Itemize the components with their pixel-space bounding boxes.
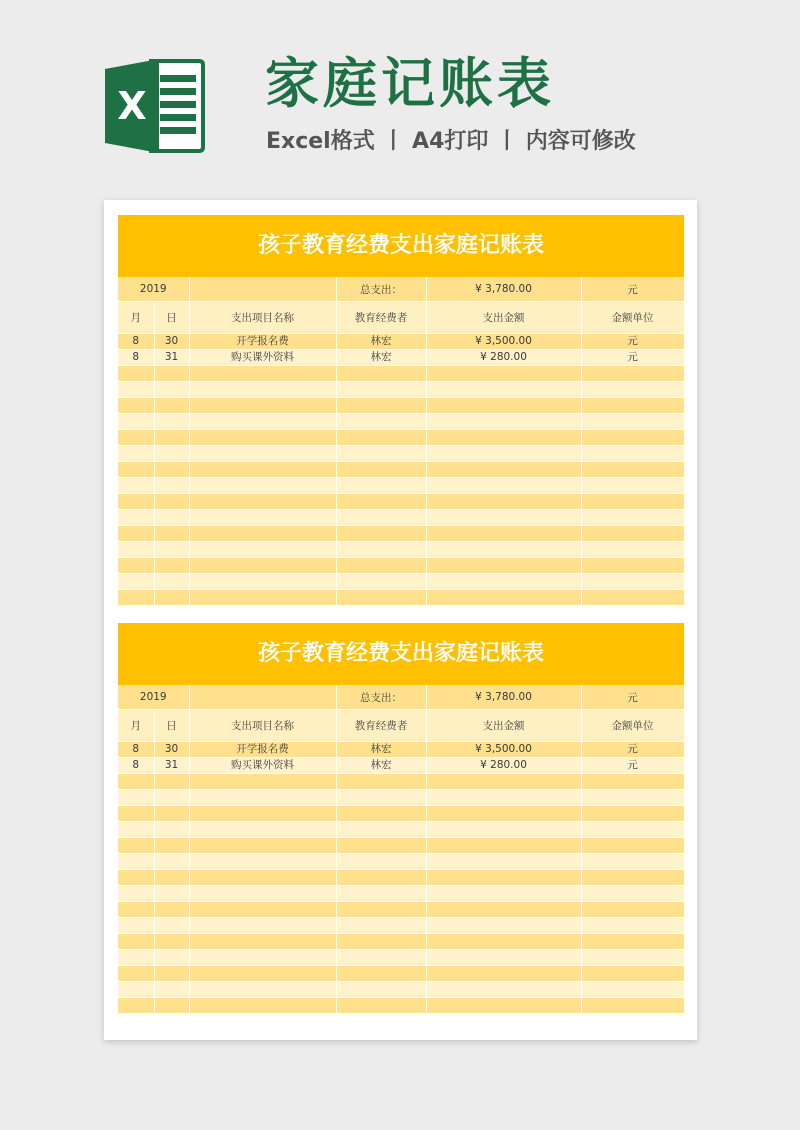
empty-table-row — [118, 574, 684, 590]
empty-cell[interactable] — [154, 430, 189, 446]
empty-table-row — [118, 542, 684, 558]
empty-cell[interactable] — [189, 998, 336, 1014]
empty-cell[interactable] — [189, 430, 336, 446]
empty-table-row — [118, 446, 684, 462]
column-header[interactable]: 日 — [154, 302, 189, 334]
empty-cell[interactable] — [154, 478, 189, 494]
empty-cell[interactable] — [581, 854, 684, 870]
empty-cell[interactable] — [118, 854, 154, 870]
empty-cell[interactable] — [154, 918, 189, 934]
empty-cell[interactable] — [189, 574, 336, 590]
empty-cell[interactable] — [189, 446, 336, 462]
empty-table-row — [118, 982, 684, 998]
empty-cell[interactable] — [189, 366, 336, 382]
empty-cell[interactable] — [581, 430, 684, 446]
empty-cell[interactable] — [118, 918, 154, 934]
empty-cell[interactable] — [336, 574, 426, 590]
empty-cell[interactable] — [581, 366, 684, 382]
empty-cell[interactable] — [189, 414, 336, 430]
item-cell[interactable]: 开学报名费 — [189, 334, 336, 350]
empty-cell[interactable] — [336, 494, 426, 510]
empty-cell[interactable] — [118, 510, 154, 526]
empty-cell[interactable] — [426, 934, 581, 950]
empty-cell[interactable] — [336, 446, 426, 462]
empty-cell[interactable] — [154, 886, 189, 902]
empty-cell[interactable] — [118, 494, 154, 510]
empty-cell[interactable] — [118, 590, 154, 606]
empty-cell[interactable] — [189, 854, 336, 870]
empty-table-row — [118, 838, 684, 854]
empty-table-row — [118, 854, 684, 870]
empty-cell[interactable] — [189, 982, 336, 998]
empty-cell[interactable] — [154, 854, 189, 870]
empty-cell[interactable] — [581, 462, 684, 478]
empty-cell[interactable] — [118, 982, 154, 998]
empty-cell[interactable] — [336, 430, 426, 446]
empty-cell[interactable] — [426, 510, 581, 526]
empty-cell[interactable] — [581, 870, 684, 886]
empty-cell[interactable] — [154, 950, 189, 966]
empty-cell[interactable] — [118, 542, 154, 558]
total-value[interactable]: ¥ 3,780.00 — [426, 685, 581, 710]
empty-table-row — [118, 478, 684, 494]
empty-table-row — [118, 526, 684, 542]
empty-cell[interactable] — [118, 838, 154, 854]
empty-cell[interactable] — [118, 558, 154, 574]
empty-cell[interactable] — [426, 902, 581, 918]
empty-cell[interactable] — [426, 462, 581, 478]
sheet-title: 孩子教育经费支出家庭记账表 — [118, 623, 684, 685]
column-header[interactable]: 教育经费者 — [336, 302, 426, 334]
empty-table-row — [118, 366, 684, 382]
empty-cell[interactable] — [426, 558, 581, 574]
empty-table-row — [118, 886, 684, 902]
empty-cell[interactable] — [189, 918, 336, 934]
empty-cell[interactable] — [154, 382, 189, 398]
empty-cell[interactable] — [581, 494, 684, 510]
empty-cell[interactable] — [189, 934, 336, 950]
amount-cell[interactable]: ¥ 280.00 — [426, 350, 581, 366]
empty-cell[interactable] — [426, 998, 581, 1014]
empty-cell[interactable] — [189, 822, 336, 838]
empty-cell[interactable] — [581, 446, 684, 462]
column-header[interactable]: 支出金额 — [426, 710, 581, 742]
person-cell[interactable]: 林宏 — [336, 742, 426, 758]
empty-cell[interactable] — [154, 774, 189, 790]
empty-cell[interactable] — [118, 902, 154, 918]
empty-cell[interactable] — [336, 478, 426, 494]
empty-cell[interactable] — [581, 790, 684, 806]
empty-cell[interactable] — [154, 870, 189, 886]
empty-cell[interactable] — [154, 366, 189, 382]
unit-cell[interactable]: 元 — [581, 350, 684, 366]
month-cell[interactable]: 8 — [118, 334, 154, 350]
sheet-title: 孩子教育经费支出家庭记账表 — [118, 215, 684, 277]
empty-cell[interactable] — [336, 886, 426, 902]
day-cell[interactable]: 30 — [154, 334, 189, 350]
day-cell[interactable]: 31 — [154, 758, 189, 774]
ledger-sheet-1 — [118, 215, 684, 606]
empty-cell[interactable] — [336, 934, 426, 950]
day-cell[interactable]: 30 — [154, 742, 189, 758]
month-cell[interactable]: 8 — [118, 742, 154, 758]
empty-cell[interactable] — [426, 494, 581, 510]
empty-cell[interactable] — [154, 998, 189, 1014]
empty-cell[interactable] — [189, 590, 336, 606]
amount-cell[interactable]: ¥ 3,500.00 — [426, 334, 581, 350]
table-row — [118, 334, 684, 350]
empty-cell[interactable] — [581, 982, 684, 998]
empty-cell[interactable] — [189, 526, 336, 542]
day-cell[interactable]: 31 — [154, 350, 189, 366]
empty-cell[interactable] — [118, 998, 154, 1014]
empty-table-row — [118, 382, 684, 398]
empty-table-row — [118, 590, 684, 606]
empty-cell[interactable] — [336, 414, 426, 430]
empty-cell[interactable] — [581, 886, 684, 902]
empty-cell[interactable] — [581, 966, 684, 982]
empty-cell[interactable] — [154, 574, 189, 590]
empty-cell[interactable] — [426, 446, 581, 462]
item-cell[interactable]: 购买课外资料 — [189, 350, 336, 366]
month-cell[interactable]: 8 — [118, 758, 154, 774]
empty-cell[interactable] — [426, 478, 581, 494]
empty-table-row — [118, 870, 684, 886]
empty-table-row — [118, 790, 684, 806]
empty-table-row — [118, 430, 684, 446]
empty-table-row — [118, 934, 684, 950]
empty-cell[interactable] — [581, 574, 684, 590]
logo-letter: X — [117, 84, 147, 128]
empty-table-row — [118, 998, 684, 1014]
empty-cell[interactable] — [581, 806, 684, 822]
empty-table-row — [118, 494, 684, 510]
empty-cell[interactable] — [336, 966, 426, 982]
empty-cell[interactable] — [118, 414, 154, 430]
column-header[interactable]: 月 — [118, 302, 154, 334]
empty-cell[interactable] — [581, 590, 684, 606]
empty-table-row — [118, 806, 684, 822]
empty-cell[interactable] — [581, 822, 684, 838]
empty-cell[interactable] — [154, 398, 189, 414]
empty-table-row — [118, 902, 684, 918]
empty-cell[interactable] — [426, 982, 581, 998]
table-row — [118, 742, 684, 758]
empty-table-row — [118, 950, 684, 966]
empty-cell[interactable] — [581, 838, 684, 854]
empty-cell[interactable] — [426, 526, 581, 542]
empty-cell[interactable] — [118, 934, 154, 950]
empty-cell[interactable] — [154, 838, 189, 854]
empty-cell[interactable] — [189, 902, 336, 918]
empty-cell[interactable] — [426, 382, 581, 398]
month-cell[interactable]: 8 — [118, 350, 154, 366]
empty-cell[interactable] — [154, 934, 189, 950]
empty-cell[interactable] — [189, 462, 336, 478]
year-cell[interactable]: 2019 — [118, 277, 189, 302]
column-header[interactable]: 教育经费者 — [336, 710, 426, 742]
column-header[interactable]: 日 — [154, 710, 189, 742]
table-row — [118, 758, 684, 774]
empty-cell[interactable] — [189, 950, 336, 966]
empty-cell[interactable] — [118, 870, 154, 886]
empty-cell[interactable] — [154, 902, 189, 918]
empty-cell[interactable] — [426, 398, 581, 414]
empty-cell[interactable] — [336, 982, 426, 998]
empty-cell[interactable] — [189, 277, 336, 302]
column-header-row — [118, 710, 684, 742]
empty-cell[interactable] — [336, 822, 426, 838]
empty-cell[interactable] — [426, 366, 581, 382]
total-label[interactable]: 总支出： — [336, 277, 426, 302]
empty-cell[interactable] — [426, 430, 581, 446]
year-cell[interactable]: 2019 — [118, 685, 189, 710]
empty-table-row — [118, 966, 684, 982]
empty-cell[interactable] — [426, 774, 581, 790]
empty-cell[interactable] — [118, 398, 154, 414]
empty-cell[interactable] — [154, 822, 189, 838]
ledger-table — [118, 277, 685, 606]
empty-cell[interactable] — [426, 590, 581, 606]
empty-cell[interactable] — [426, 790, 581, 806]
empty-cell[interactable] — [118, 886, 154, 902]
empty-cell[interactable] — [154, 414, 189, 430]
empty-table-row — [118, 398, 684, 414]
person-cell[interactable]: 林宏 — [336, 350, 426, 366]
empty-cell[interactable] — [336, 918, 426, 934]
empty-cell[interactable] — [189, 542, 336, 558]
empty-cell[interactable] — [154, 510, 189, 526]
empty-cell[interactable] — [154, 558, 189, 574]
empty-cell[interactable] — [189, 774, 336, 790]
empty-cell[interactable] — [336, 790, 426, 806]
empty-cell[interactable] — [154, 982, 189, 998]
empty-table-row — [118, 558, 684, 574]
empty-table-row — [118, 918, 684, 934]
column-header[interactable]: 金额单位 — [581, 302, 684, 334]
column-header[interactable]: 支出金额 — [426, 302, 581, 334]
empty-cell[interactable] — [189, 494, 336, 510]
empty-cell[interactable] — [336, 366, 426, 382]
empty-cell[interactable] — [189, 966, 336, 982]
empty-cell[interactable] — [154, 590, 189, 606]
empty-cell[interactable] — [154, 790, 189, 806]
empty-cell[interactable] — [189, 886, 336, 902]
empty-cell[interactable] — [581, 382, 684, 398]
empty-cell[interactable] — [336, 526, 426, 542]
empty-cell[interactable] — [581, 510, 684, 526]
empty-cell[interactable] — [581, 526, 684, 542]
ledger-sheet-2 — [118, 623, 684, 1014]
total-unit[interactable]: 元 — [581, 277, 684, 302]
empty-cell[interactable] — [581, 414, 684, 430]
empty-table-row — [118, 822, 684, 838]
empty-cell[interactable] — [581, 542, 684, 558]
empty-table-row — [118, 510, 684, 526]
empty-cell[interactable] — [336, 542, 426, 558]
column-header[interactable]: 月 — [118, 710, 154, 742]
empty-cell[interactable] — [581, 774, 684, 790]
empty-cell[interactable] — [118, 950, 154, 966]
empty-cell[interactable] — [336, 854, 426, 870]
page-title: 家庭记账表 — [265, 52, 555, 115]
empty-cell[interactable] — [581, 558, 684, 574]
item-cell[interactable]: 购买课外资料 — [189, 758, 336, 774]
unit-cell[interactable]: 元 — [581, 758, 684, 774]
empty-cell[interactable] — [189, 790, 336, 806]
empty-cell[interactable] — [336, 870, 426, 886]
empty-cell[interactable] — [581, 934, 684, 950]
empty-cell[interactable] — [189, 398, 336, 414]
empty-cell[interactable] — [581, 398, 684, 414]
empty-table-row — [118, 774, 684, 790]
empty-table-row — [118, 414, 684, 430]
empty-cell[interactable] — [581, 950, 684, 966]
empty-cell[interactable] — [154, 462, 189, 478]
empty-cell[interactable] — [581, 998, 684, 1014]
empty-cell[interactable] — [118, 462, 154, 478]
empty-cell[interactable] — [581, 478, 684, 494]
empty-cell[interactable] — [118, 366, 154, 382]
empty-cell[interactable] — [189, 558, 336, 574]
empty-cell[interactable] — [118, 774, 154, 790]
empty-cell[interactable] — [189, 382, 336, 398]
empty-cell[interactable] — [189, 838, 336, 854]
person-cell[interactable]: 林宏 — [336, 758, 426, 774]
total-row — [118, 277, 684, 302]
empty-cell[interactable] — [189, 806, 336, 822]
document-page — [104, 200, 697, 1040]
amount-cell[interactable]: ¥ 280.00 — [426, 758, 581, 774]
empty-cell[interactable] — [426, 854, 581, 870]
empty-cell[interactable] — [426, 822, 581, 838]
excel-logo-icon — [103, 55, 205, 157]
amount-cell[interactable]: ¥ 3,500.00 — [426, 742, 581, 758]
empty-cell[interactable] — [189, 510, 336, 526]
empty-cell[interactable] — [189, 478, 336, 494]
empty-cell[interactable] — [118, 790, 154, 806]
empty-cell[interactable] — [426, 950, 581, 966]
empty-cell[interactable] — [118, 822, 154, 838]
empty-cell[interactable] — [336, 382, 426, 398]
person-cell[interactable]: 林宏 — [336, 334, 426, 350]
empty-cell[interactable] — [118, 446, 154, 462]
empty-cell[interactable] — [336, 774, 426, 790]
empty-cell[interactable] — [426, 870, 581, 886]
empty-cell[interactable] — [336, 558, 426, 574]
total-row — [118, 685, 684, 710]
empty-cell[interactable] — [336, 590, 426, 606]
column-header[interactable]: 金额单位 — [581, 710, 684, 742]
total-value[interactable]: ¥ 3,780.00 — [426, 277, 581, 302]
empty-cell[interactable] — [426, 966, 581, 982]
empty-cell[interactable] — [426, 886, 581, 902]
empty-cell[interactable] — [118, 526, 154, 542]
empty-cell[interactable] — [118, 382, 154, 398]
empty-cell[interactable] — [581, 902, 684, 918]
empty-cell[interactable] — [336, 462, 426, 478]
empty-cell[interactable] — [336, 398, 426, 414]
empty-cell[interactable] — [154, 966, 189, 982]
table-row — [118, 350, 684, 366]
empty-cell[interactable] — [118, 430, 154, 446]
column-header-row — [118, 302, 684, 334]
empty-cell[interactable] — [336, 902, 426, 918]
empty-cell[interactable] — [118, 966, 154, 982]
empty-cell[interactable] — [154, 806, 189, 822]
empty-cell[interactable] — [336, 838, 426, 854]
empty-cell[interactable] — [581, 918, 684, 934]
page-subtitle: Excel格式 丨 A4打印 丨 内容可修改 — [266, 129, 636, 154]
empty-cell[interactable] — [426, 838, 581, 854]
empty-cell[interactable] — [189, 685, 336, 710]
total-unit[interactable]: 元 — [581, 685, 684, 710]
empty-cell[interactable] — [426, 414, 581, 430]
unit-cell[interactable]: 元 — [581, 334, 684, 350]
empty-cell[interactable] — [336, 806, 426, 822]
empty-cell[interactable] — [426, 574, 581, 590]
unit-cell[interactable]: 元 — [581, 742, 684, 758]
empty-cell[interactable] — [154, 446, 189, 462]
column-header[interactable]: 支出项目名称 — [189, 710, 336, 742]
empty-cell[interactable] — [118, 806, 154, 822]
ledger-table — [118, 685, 685, 1014]
column-header[interactable]: 支出项目名称 — [189, 302, 336, 334]
empty-cell[interactable] — [426, 542, 581, 558]
empty-cell[interactable] — [336, 510, 426, 526]
empty-cell[interactable] — [118, 478, 154, 494]
empty-cell[interactable] — [154, 542, 189, 558]
empty-cell[interactable] — [336, 998, 426, 1014]
empty-cell[interactable] — [189, 870, 336, 886]
empty-cell[interactable] — [154, 494, 189, 510]
empty-cell[interactable] — [426, 806, 581, 822]
total-label[interactable]: 总支出： — [336, 685, 426, 710]
empty-cell[interactable] — [154, 526, 189, 542]
empty-table-row — [118, 462, 684, 478]
item-cell[interactable]: 开学报名费 — [189, 742, 336, 758]
empty-cell[interactable] — [426, 918, 581, 934]
empty-cell[interactable] — [118, 574, 154, 590]
empty-cell[interactable] — [336, 950, 426, 966]
